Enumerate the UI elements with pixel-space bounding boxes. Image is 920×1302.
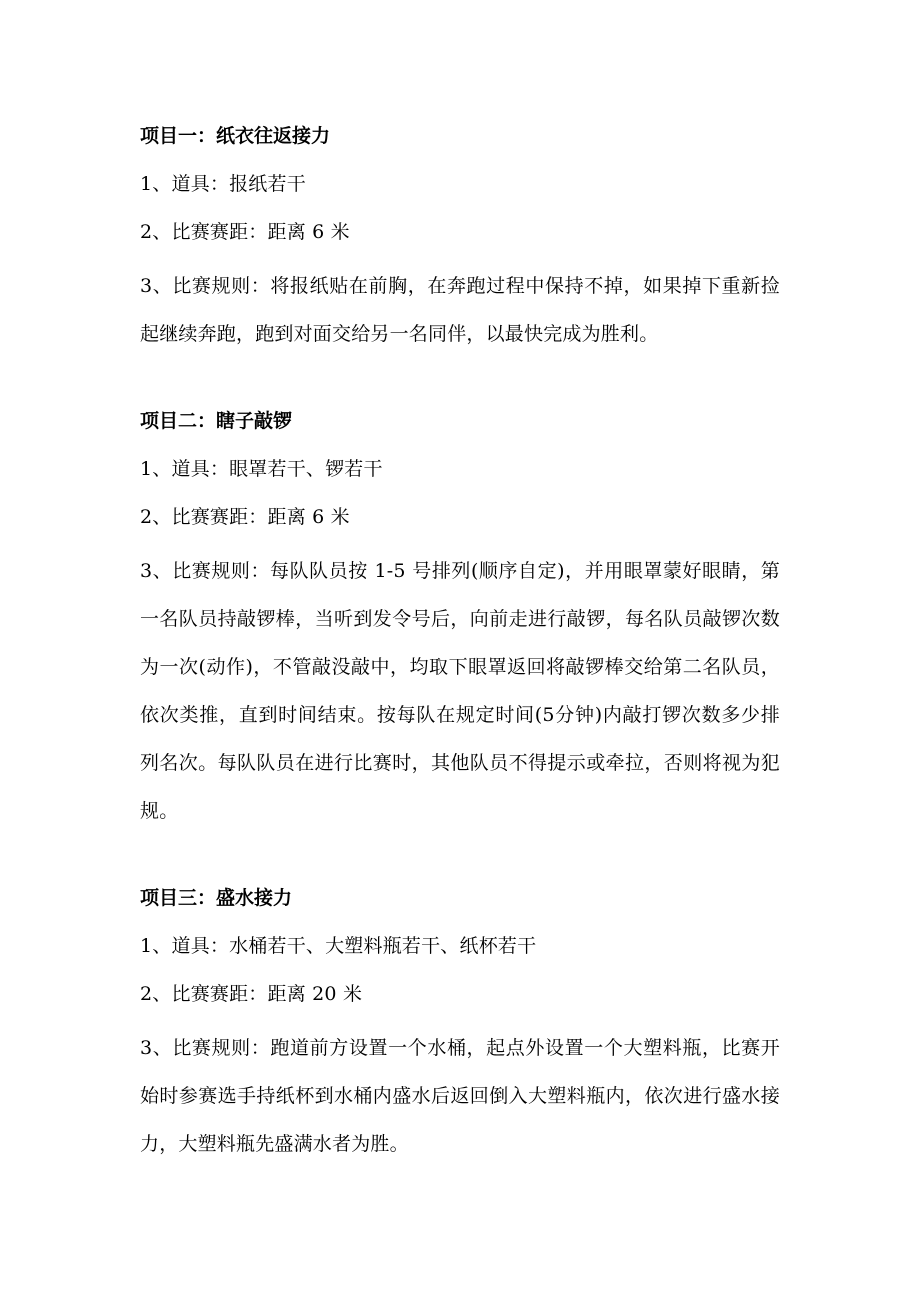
item-distance: 2、比赛赛距：距离 6 米 — [140, 221, 350, 243]
item-props: 1、道具：水桶若干、大塑料瓶若干、纸杯若干 — [140, 935, 537, 957]
item-rules: 3、比赛规则：跑道前方设置一个水桶，起点外设置一个大塑料瓶，比赛开始时参赛选手持纸杯到水桶内盛水后返回倒入大塑料瓶内，依次进行盛水接力，大塑料瓶先盛满水者为胜。 — [140, 1037, 780, 1155]
item-distance: 2、比赛赛距：距离 20 米 — [140, 983, 363, 1005]
item-distance: 2、比赛赛距：距离 6 米 — [140, 506, 350, 528]
document-body — [140, 118, 780, 1213]
section-3 — [140, 880, 780, 1168]
section-title: 项目一：纸衣往返接力 — [140, 125, 331, 147]
item-props: 1、道具：眼罩若干、锣若干 — [140, 458, 383, 480]
section-1 — [140, 118, 780, 358]
section-title: 项目二：瞎子敲锣 — [140, 410, 293, 432]
item-rules: 3、比赛规则：每队队员按 1-5 号排列(顺序自定)，并用眼罩蒙好眼睛，第一名队员持敲锣棒，当听到发令号后，向前走进行敲锣，每名队员敲锣次数为一次(动作)，不管敲没敲中，均取下眼罩返回将敲锣棒交给第二名队员，依次类推，直到时间结束。按每队在规定时间(5分钟)内敲打锣次数多少排列名次。每队队员在进行比赛时，其他队员不得提示或牵拉，否则将视为犯规。 — [140, 560, 780, 822]
section-title: 项目三：盛水接力 — [140, 887, 293, 909]
section-2 — [140, 403, 780, 835]
item-rules: 3、比赛规则：将报纸贴在前胸，在奔跑过程中保持不掉，如果掉下重新捡起继续奔跑，跑到对面交给另一名同伴，以最快完成为胜利。 — [140, 275, 780, 345]
item-props: 1、道具：报纸若干 — [140, 173, 306, 195]
